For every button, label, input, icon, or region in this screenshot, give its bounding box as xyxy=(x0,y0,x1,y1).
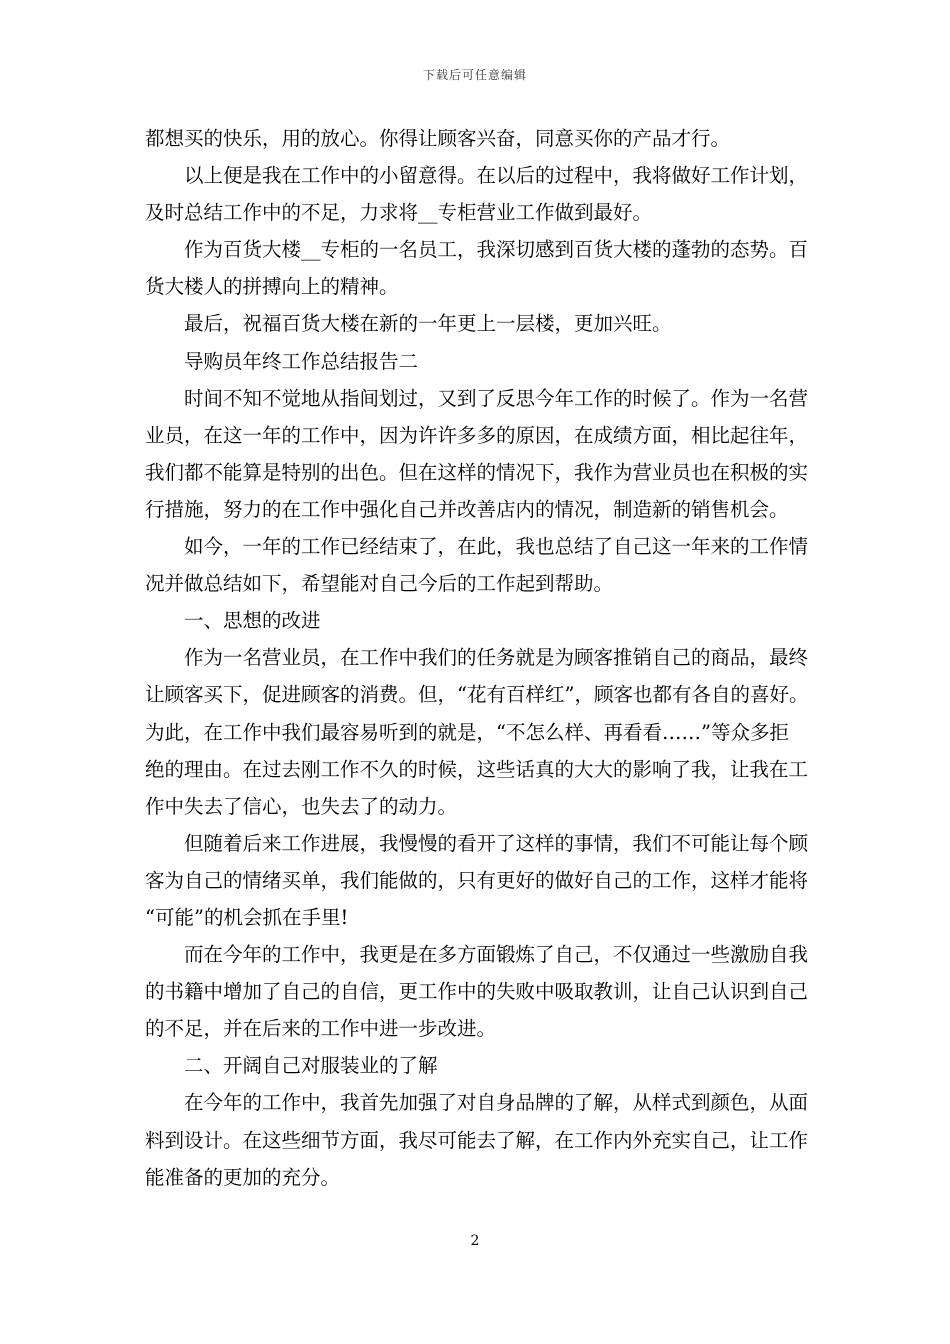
text-line: 及时总结工作中的不足，力求将__专柜营业工作做到最好。 xyxy=(145,201,653,225)
text-line: “可能”的机会抓在手里! xyxy=(145,905,349,929)
text-line: 能准备的更加的充分。 xyxy=(145,1165,341,1189)
text-line: 的书籍中增加了自己的自信，更工作中的失败中吸取教训，让自己认识到自己 xyxy=(145,980,809,1004)
text-line: 况并做总结如下，希望能对自己今后的工作起到帮助。 xyxy=(145,572,614,596)
text-line: 时间不知不觉地从指间划过，又到了反思今年工作的时候了。作为一名营 xyxy=(145,386,809,410)
text-line: 货大楼人的拼搏向上的精神。 xyxy=(145,275,399,299)
section-heading: 一、思想的改进 xyxy=(145,609,321,633)
text-line: 让顾客买下，促进顾客的消费。但，“花有百样红”，顾客也都有各自的喜好。 xyxy=(145,683,809,707)
text-line: 业员，在这一年的工作中，因为许许多多的原因，在成绩方面，相比起往年， xyxy=(145,423,809,447)
page-header-note: 下载后可任意编辑 xyxy=(422,68,527,82)
text-line: 而在今年的工作中，我更是在多方面锻炼了自己，不仅通过一些激励自我 xyxy=(145,943,809,967)
document-body xyxy=(145,120,809,1196)
text-line: 作为一名营业员，在工作中我们的任务就是为顾客推销自己的商品，最终 xyxy=(145,646,809,670)
text-line: 我们都不能算是特别的出色。但在这样的情况下，我作为营业员也在积极的实 xyxy=(145,460,809,484)
text-line: 如今，一年的工作已经结束了，在此，我也总结了自己这一年来的工作情 xyxy=(145,535,809,559)
text-line: 在今年的工作中，我首先加强了对自身品牌的了解，从样式到颜色，从面 xyxy=(145,1091,809,1115)
section-heading: 二、开阔自己对服装业的了解 xyxy=(145,1054,438,1078)
page-number: 2 xyxy=(470,1233,480,1249)
text-line: 但随着后来工作进展，我慢慢的看开了这样的事情，我们不可能让每个顾 xyxy=(145,831,809,855)
text-line: 都想买的快乐，用的放心。你得让顾客兴奋，同意买你的产品才行。 xyxy=(145,127,731,150)
text-line: 最后，祝福百货大楼在新的一年更上一层楼，更加兴旺。 xyxy=(145,312,672,336)
text-line: 以上便是我在工作中的小留意得。在以后的过程中，我将做好工作计划， xyxy=(145,164,809,188)
text-line: 作中失去了信心，也失去了的动力。 xyxy=(145,794,458,818)
text-line: 的不足，并在后来的工作中进一步改进。 xyxy=(145,1017,497,1041)
text-line: 行措施，努力的在工作中强化自己并改善店内的情况，制造新的销售机会。 xyxy=(145,497,789,521)
text-line: 料到设计。在这些细节方面，我尽可能去了解，在工作内外充实自己，让工作 xyxy=(145,1128,809,1152)
section-title: 导购员年终工作总结报告二 xyxy=(145,349,419,373)
text-line: 绝的理由。在过去刚工作不久的时候，这些话真的大大的影响了我，让我在工 xyxy=(145,757,809,781)
text-line: 作为百货大楼__专柜的一名员工，我深切感到百货大楼的蓬勃的态势。百 xyxy=(145,238,809,262)
text-line: 客为自己的情绪买单，我们能做的，只有更好的做好自己的工作，这样才能将 xyxy=(145,868,809,892)
text-line: 为此，在工作中我们最容易听到的就是，“不怎么样、再看看……”等众多拒 xyxy=(145,720,789,744)
